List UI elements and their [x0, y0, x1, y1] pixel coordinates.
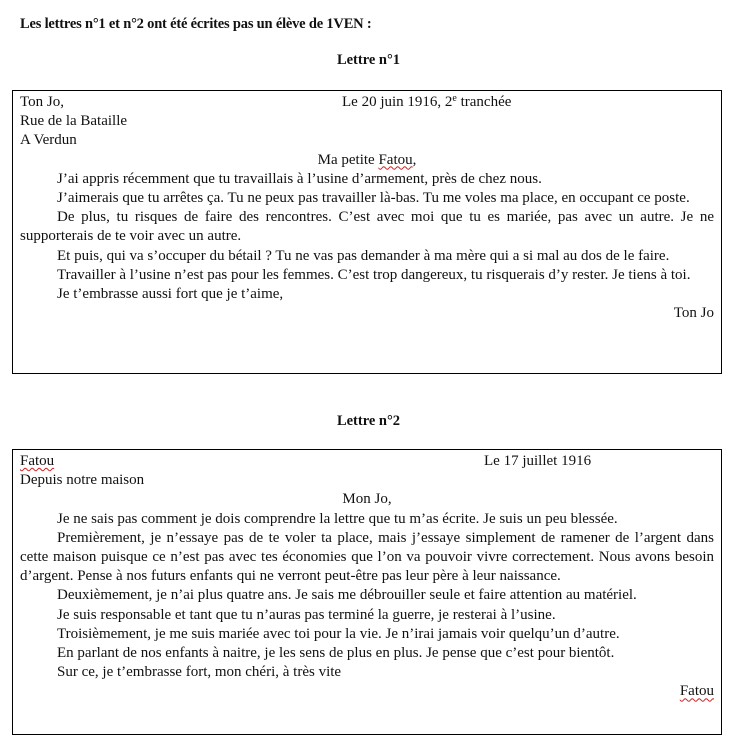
letter-1-date [342, 93, 511, 112]
letter-2-salutation: Mon Jo, [342, 491, 392, 508]
letter-1-address-line: A Verdun [20, 132, 77, 149]
letter-2-paragraph: Troisièmement, je me suis mariée avec toi pour la vie. Je n’irai jamais voir quelqu’un d’autre. [57, 625, 620, 642]
letter-2-paragraph: Je ne sais pas comment je dois comprendre la lettre que tu m’as écrite. Je suis un peu blessée. [57, 510, 618, 527]
letter-1-paragraph: J’aimerais que tu arrêtes ça. Tu ne peux pas travailler là-bas. Tu me voles ma place, en occupant ce poste. [57, 189, 690, 206]
letter-1-signature: Ton Jo [673, 305, 714, 322]
letter-2-paragraph: Je suis responsable et tant que tu n’auras pas terminé la guerre, je resterai à l’usine. [57, 606, 556, 623]
letter-2-box [12, 449, 722, 735]
letter-2-signature [20, 682, 714, 701]
letter-1-title: Lettre n°1 [336, 52, 401, 68]
letter-1-address-line: Rue de la Bataille [20, 113, 128, 130]
letter-1-date-rest: tranchée [456, 94, 512, 110]
letter-1-box [12, 90, 722, 374]
letter-2-paragraph: Sur ce, je t’embrasse fort, mon chéri, à très vite [57, 664, 342, 681]
letter-1-paragraph: De plus, tu risques de faire des rencontres. C’est avec moi que tu es mariée, pas avec un autre. Je ne supporterais de te voir avec un autre. [20, 209, 714, 245]
letter-1-salutation-prefix: Ma petite [317, 151, 379, 168]
letter-2-paragraph: Deuxièmement, je n’ai plus quatre ans. Je sais me débrouiller seule et faire attention au matériel. [57, 587, 637, 604]
letter-1-date-text: Le 20 juin 1916, 2 [342, 94, 453, 110]
letter-2-paragraph: En parlant de nos enfants à naitre, je les sens de plus en plus. Je pense que c’est pour bientôt. [57, 644, 615, 661]
letter-2-header-row [20, 452, 714, 471]
letter-1-header-row [20, 93, 714, 112]
letter-1-salutation-name: Fatou [378, 151, 413, 168]
letter-2-sender: Fatou [20, 453, 55, 469]
letter-1-salutation-suffix: , [412, 151, 417, 168]
letter-1-paragraph: Je t’embrasse aussi fort que je t’aime, [57, 285, 284, 302]
letter-1-date-superscript: e [452, 93, 457, 104]
letter-2-signature-text: Fatou [679, 683, 714, 700]
letter-2-paragraph: Premièrement, je n’essaye pas de te voler ta place, mais j’essaye simplement de ramener de l’argent dans cette maison puisque ce n’est pas avec tes économies que l’on va pouvoir vivre correctement. Nous avons besoin d’argent. Pense à nos futurs enfants qui ne verront peut-être pas leur père à leur naissance. [20, 529, 714, 585]
letter-2-address-line: Depuis notre maison [20, 472, 145, 489]
letter-1-salutation [20, 151, 714, 170]
letter-2-date: Le 17 juillet 1916 [484, 453, 592, 469]
letter-1-paragraph: J’ai appris récemment que tu travaillais à l’usine d’armement, près de chez nous. [57, 170, 542, 187]
intro-heading: Les lettres n°1 et n°2 ont été écrites pas un élève de 1VEN : [20, 16, 372, 32]
letter-1-paragraph: Travailler à l’usine n’est pas pour les femmes. C’est trop dangereux, tu risquerais d’y rester. Je tiens à toi. [57, 266, 691, 283]
letter-1-paragraph: Et puis, qui va s’occuper du bétail ? Tu ne vas pas demander à ma mère qui a si mal au dos de le faire. [57, 247, 670, 264]
letter-1-sender: Ton Jo, [20, 94, 64, 110]
letter-2-title: Lettre n°2 [336, 413, 401, 429]
